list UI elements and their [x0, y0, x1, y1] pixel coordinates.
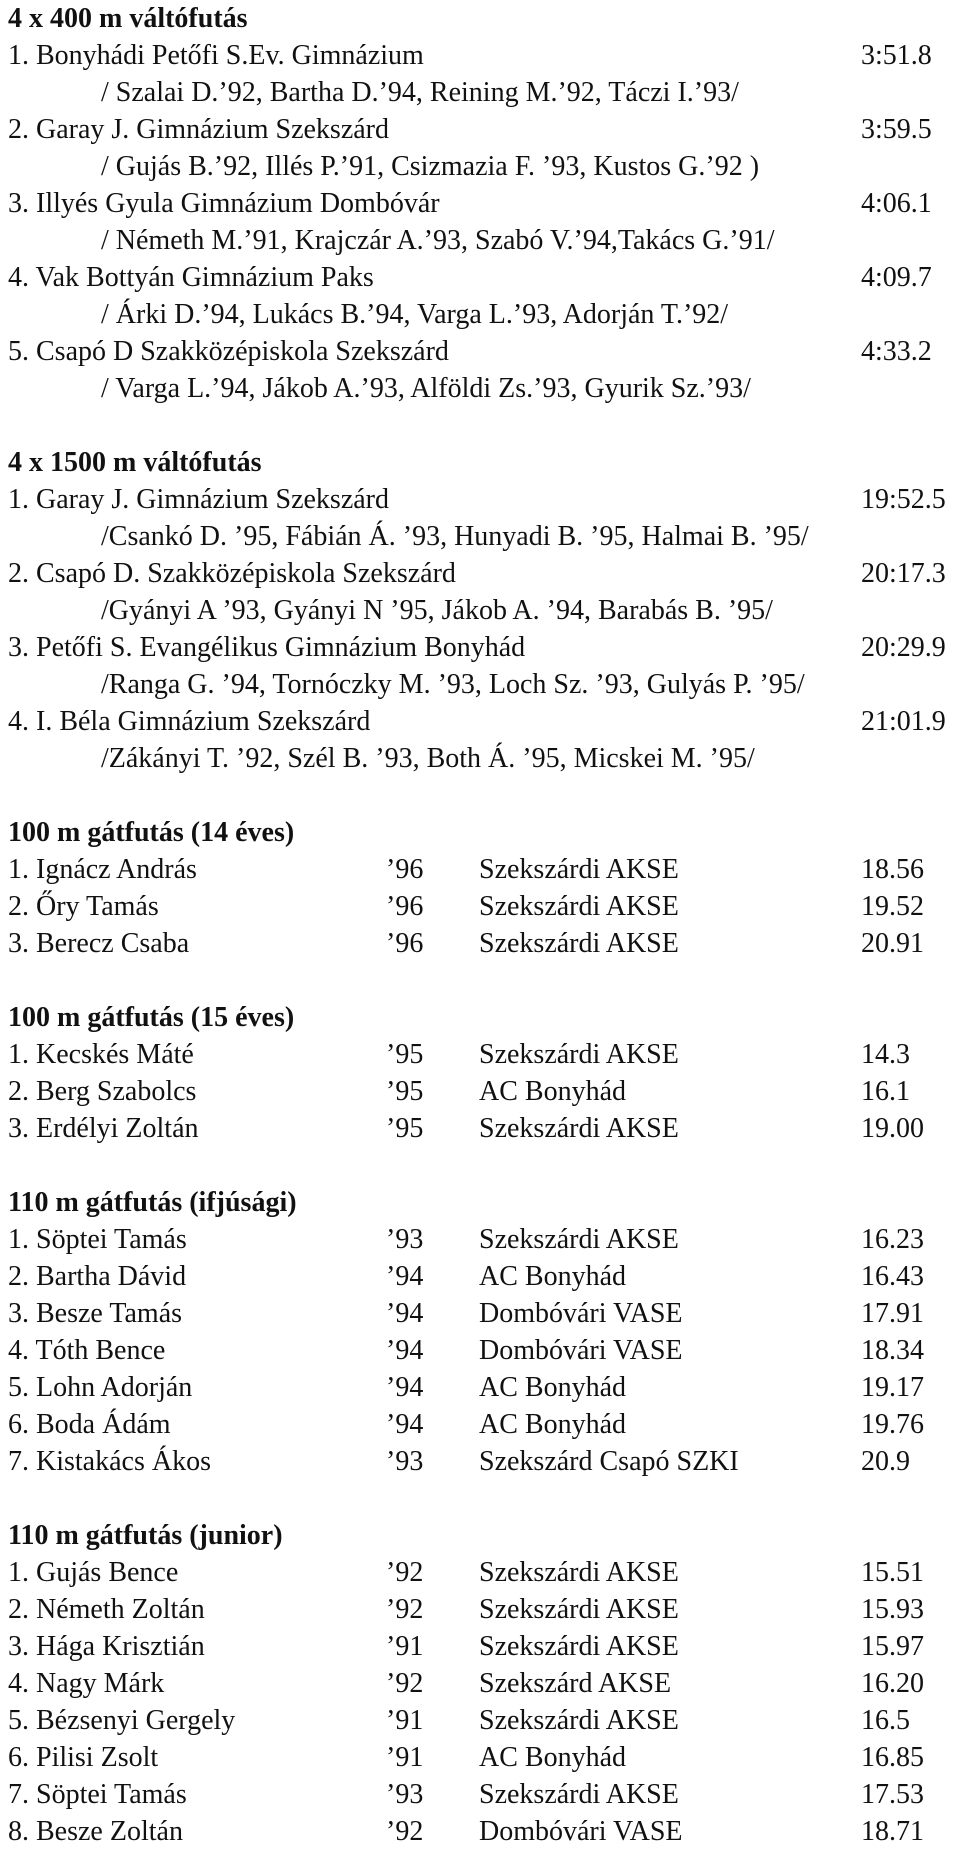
result-time: 19.76: [861, 1409, 924, 1440]
members-text: /Ranga G. ’94, Tornóczky M. ’93, Loch Sz. ’93, Gulyás P. ’95/: [101, 669, 805, 700]
result-row: [8, 1702, 953, 1739]
team-time: 20:29.9: [861, 632, 946, 663]
club-name: AC Bonyhád: [479, 1076, 626, 1107]
result-row: [8, 1295, 953, 1332]
members-text: / Szalai D.’92, Bartha D.’94, Reining M.’92, Táczi I.’93/: [101, 77, 739, 108]
birth-year: ’91: [386, 1742, 424, 1773]
team-time: 3:59.5: [861, 114, 932, 145]
relay-members: [8, 666, 953, 703]
birth-year: ’94: [386, 1335, 424, 1366]
spacer: [8, 407, 953, 444]
athlete-name: 6. Pilisi Zsolt: [8, 1742, 159, 1773]
section-title: 4 x 1500 m váltófutás: [8, 447, 262, 478]
result-time: 16.1: [861, 1076, 910, 1107]
club-name: Szekszárdi AKSE: [479, 1039, 679, 1070]
athlete-name: 3. Erdélyi Zoltán: [8, 1113, 199, 1144]
birth-year: ’95: [386, 1039, 424, 1070]
athlete-name: 7. Söptei Tamás: [8, 1779, 187, 1810]
members-text: / Varga L.’94, Jákob A.’93, Alföldi Zs.’93, Gyurik Sz.’93/: [101, 373, 751, 404]
team-time: 4:06.1: [861, 188, 932, 219]
birth-year: ’94: [386, 1372, 424, 1403]
members-text: / Árki D.’94, Lukács B.’94, Varga L.’93, Adorján T.’92/: [101, 299, 729, 330]
relay-entry: [8, 481, 953, 518]
athlete-name: 1. Kecskés Máté: [8, 1039, 194, 1070]
team-label: 5. Csapó D Szakközépiskola Szekszárd: [8, 336, 449, 367]
club-name: Szekszárdi AKSE: [479, 854, 679, 885]
spacer: [8, 1147, 953, 1184]
relay-members: [8, 222, 953, 259]
result-time: 16.85: [861, 1742, 924, 1773]
members-text: /Zákányi T. ’92, Szél B. ’93, Both Á. ’95, Micskei M. ’95/: [101, 743, 755, 774]
result-time: 18.56: [861, 854, 924, 885]
athlete-name: 4. Nagy Márk: [8, 1668, 165, 1699]
result-row: [8, 1332, 953, 1369]
result-row: [8, 1369, 953, 1406]
result-time: 15.51: [861, 1557, 924, 1588]
spacer: [8, 777, 953, 814]
relay-entry: [8, 333, 953, 370]
result-row: [8, 1665, 953, 1702]
team-time: 3:51.8: [861, 40, 932, 71]
team-label: 3. Illyés Gyula Gimnázium Dombóvár: [8, 188, 440, 219]
club-name: AC Bonyhád: [479, 1261, 626, 1292]
result-row: [8, 1110, 953, 1147]
relay-entry: [8, 629, 953, 666]
relay-members: [8, 148, 953, 185]
members-text: /Csankó D. ’95, Fábián Á. ’93, Hunyadi B. ’95, Halmai B. ’95/: [101, 521, 809, 552]
result-time: 19.00: [861, 1113, 924, 1144]
result-time: 16.5: [861, 1705, 910, 1736]
members-text: /Gyányi A ’93, Gyányi N ’95, Jákob A. ’94, Barabás B. ’95/: [101, 595, 773, 626]
club-name: Szekszárdi AKSE: [479, 1594, 679, 1625]
relay-entry: [8, 111, 953, 148]
birth-year: ’92: [386, 1557, 424, 1588]
result-row: [8, 851, 953, 888]
team-label: 3. Petőfi S. Evangélikus Gimnázium Bonyhád: [8, 632, 526, 663]
team-label: 2. Garay J. Gimnázium Szekszárd: [8, 114, 389, 145]
relay-members: [8, 740, 953, 777]
birth-year: ’96: [386, 854, 424, 885]
relay-entry: [8, 37, 953, 74]
result-row: [8, 1628, 953, 1665]
section-title: 100 m gátfutás (15 éves): [8, 1002, 295, 1033]
result-row: [8, 1591, 953, 1628]
birth-year: ’93: [386, 1446, 424, 1477]
club-name: Szekszárdi AKSE: [479, 1631, 679, 1662]
spacer: [8, 1480, 953, 1517]
birth-year: ’95: [386, 1113, 424, 1144]
result-row: [8, 1776, 953, 1813]
result-time: 17.53: [861, 1779, 924, 1810]
relay-members: [8, 370, 953, 407]
team-time: 19:52.5: [861, 484, 946, 515]
result-time: 17.91: [861, 1298, 924, 1329]
section-title: 110 m gátfutás (ifjúsági): [8, 1187, 297, 1218]
club-name: Szekszárdi AKSE: [479, 1705, 679, 1736]
club-name: Szekszárdi AKSE: [479, 891, 679, 922]
relay-entry: [8, 185, 953, 222]
birth-year: ’94: [386, 1261, 424, 1292]
result-time: 20.91: [861, 928, 924, 959]
result-time: 20.9: [861, 1446, 910, 1477]
birth-year: ’94: [386, 1409, 424, 1440]
result-time: 14.3: [861, 1039, 910, 1070]
club-name: Dombóvári VASE: [479, 1298, 683, 1329]
relay-members: [8, 518, 953, 555]
section-title: 4 x 400 m váltófutás: [8, 3, 248, 34]
team-time: 4:33.2: [861, 336, 932, 367]
result-time: 16.20: [861, 1668, 924, 1699]
result-row: [8, 1221, 953, 1258]
club-name: AC Bonyhád: [479, 1409, 626, 1440]
athlete-name: 6. Boda Ádám: [8, 1409, 171, 1440]
result-time: 16.43: [861, 1261, 924, 1292]
athlete-name: 5. Lohn Adorján: [8, 1372, 193, 1403]
section-title: 110 m gátfutás (junior): [8, 1520, 283, 1551]
spacer: [8, 962, 953, 999]
result-row: [8, 1073, 953, 1110]
club-name: Dombóvári VASE: [479, 1816, 683, 1847]
athlete-name: 2. Berg Szabolcs: [8, 1076, 197, 1107]
club-name: Szekszárdi AKSE: [479, 928, 679, 959]
club-name: Szekszárdi AKSE: [479, 1224, 679, 1255]
club-name: Szekszárd Csapó SZKI: [479, 1446, 739, 1477]
result-row: [8, 1443, 953, 1480]
athlete-name: 1. Söptei Tamás: [8, 1224, 187, 1255]
relay-entry: [8, 703, 953, 740]
athlete-name: 7. Kistakács Ákos: [8, 1446, 211, 1477]
birth-year: ’93: [386, 1779, 424, 1810]
result-row: [8, 1406, 953, 1443]
members-text: / Németh M.’91, Krajczár A.’93, Szabó V.’94,Takács G.’91/: [101, 225, 775, 256]
result-row: [8, 1739, 953, 1776]
athlete-name: 2. Németh Zoltán: [8, 1594, 205, 1625]
relay-entry: [8, 259, 953, 296]
result-row: [8, 888, 953, 925]
birth-year: ’92: [386, 1668, 424, 1699]
club-name: Szekszárd AKSE: [479, 1668, 672, 1699]
result-row: [8, 1813, 953, 1850]
result-time: 19.17: [861, 1372, 924, 1403]
birth-year: ’91: [386, 1631, 424, 1662]
team-label: 1. Garay J. Gimnázium Szekszárd: [8, 484, 389, 515]
team-label: 4. I. Béla Gimnázium Szekszárd: [8, 706, 371, 737]
result-time: 18.34: [861, 1335, 924, 1366]
result-time: 15.93: [861, 1594, 924, 1625]
result-time: 16.23: [861, 1224, 924, 1255]
birth-year: ’93: [386, 1224, 424, 1255]
relay-members: [8, 592, 953, 629]
results-document: [8, 0, 953, 1850]
relay-members: [8, 74, 953, 111]
athlete-name: 2. Őry Tamás: [8, 891, 159, 922]
athlete-name: 3. Berecz Csaba: [8, 928, 190, 959]
athlete-name: 3. Besze Tamás: [8, 1298, 183, 1329]
birth-year: ’95: [386, 1076, 424, 1107]
relay-entry: [8, 555, 953, 592]
team-label: 1. Bonyhádi Petőfi S.Ev. Gimnázium: [8, 40, 424, 71]
team-time: 4:09.7: [861, 262, 932, 293]
members-text: / Gujás B.’92, Illés P.’91, Csizmazia F. ’93, Kustos G.’92 ): [101, 151, 760, 182]
birth-year: ’96: [386, 928, 424, 959]
birth-year: ’96: [386, 891, 424, 922]
result-time: 19.52: [861, 891, 924, 922]
birth-year: ’92: [386, 1816, 424, 1847]
relay-members: [8, 296, 953, 333]
birth-year: ’91: [386, 1705, 424, 1736]
club-name: Szekszárdi AKSE: [479, 1557, 679, 1588]
athlete-name: 5. Bézsenyi Gergely: [8, 1705, 236, 1736]
result-time: 15.97: [861, 1631, 924, 1662]
section-title: 100 m gátfutás (14 éves): [8, 817, 295, 848]
result-row: [8, 1554, 953, 1591]
result-row: [8, 1258, 953, 1295]
athlete-name: 1. Ignácz András: [8, 854, 197, 885]
result-row: [8, 1036, 953, 1073]
team-label: 4. Vak Bottyán Gimnázium Paks: [8, 262, 374, 293]
athlete-name: 8. Besze Zoltán: [8, 1816, 183, 1847]
club-name: AC Bonyhád: [479, 1742, 626, 1773]
club-name: Dombóvári VASE: [479, 1335, 683, 1366]
birth-year: ’94: [386, 1298, 424, 1329]
team-time: 20:17.3: [861, 558, 946, 589]
team-label: 2. Csapó D. Szakközépiskola Szekszárd: [8, 558, 456, 589]
result-time: 18.71: [861, 1816, 924, 1847]
club-name: Szekszárdi AKSE: [479, 1779, 679, 1810]
athlete-name: 1. Gujás Bence: [8, 1557, 179, 1588]
athlete-name: 3. Hága Krisztián: [8, 1631, 205, 1662]
team-time: 21:01.9: [861, 706, 946, 737]
result-row: [8, 925, 953, 962]
birth-year: ’92: [386, 1594, 424, 1625]
athlete-name: 2. Bartha Dávid: [8, 1261, 187, 1292]
athlete-name: 4. Tóth Bence: [8, 1335, 166, 1366]
club-name: Szekszárdi AKSE: [479, 1113, 679, 1144]
club-name: AC Bonyhád: [479, 1372, 626, 1403]
